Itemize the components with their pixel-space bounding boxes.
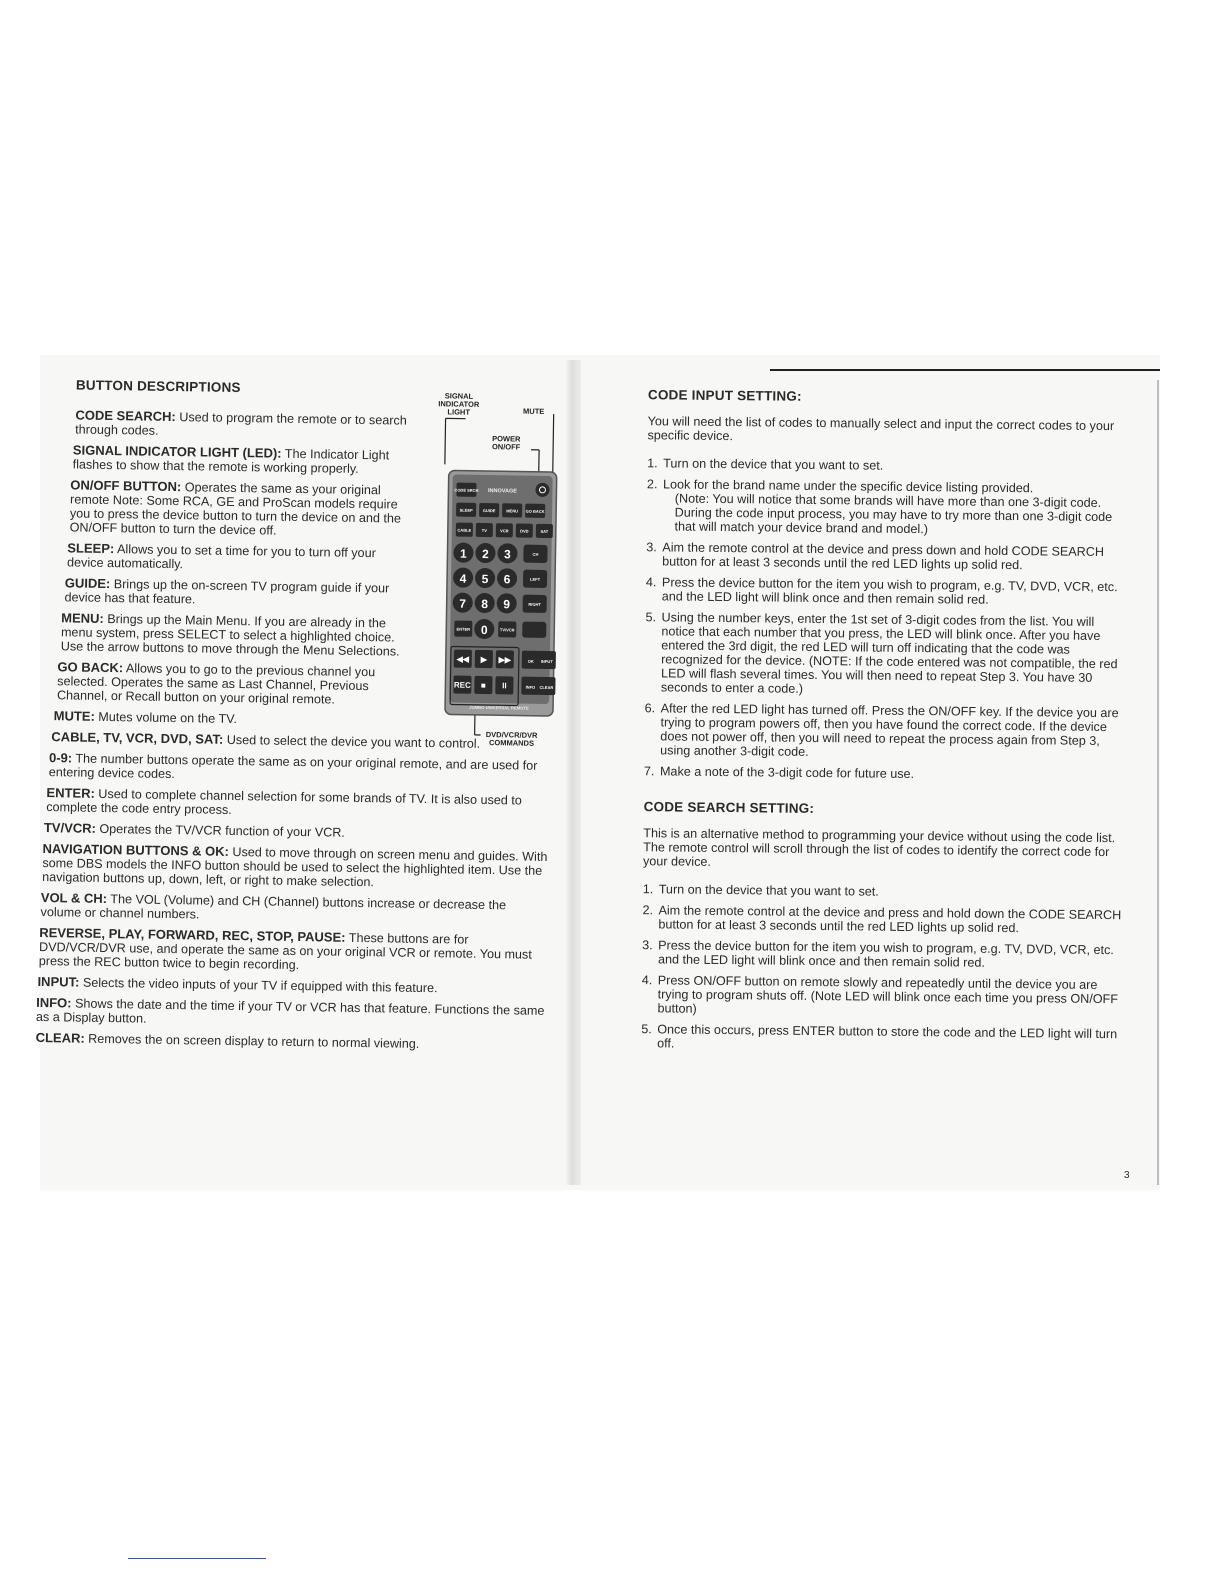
- function-key-label: MENU: [506, 508, 519, 514]
- button-term: INPUT:: [37, 973, 80, 990]
- transport-key-label: INFO: [525, 684, 536, 690]
- button-description-text: The VOL (Volume) and CH (Channel) buttons increase or decrease the volume or channel numbers.: [40, 892, 507, 922]
- code-search-intro: This is an alternative method to programming your device without using the code list. The remote control will scroll through the list of codes to identify the correct code for your device.: [642, 826, 1116, 869]
- step-item: [658, 701, 1130, 762]
- transport-key-label: II: [502, 681, 507, 691]
- right-edge-shadow: [1157, 380, 1159, 1185]
- function-key-label: GUIDE: [482, 507, 496, 514]
- button-description-item: [64, 576, 406, 609]
- button-description-item: [42, 842, 551, 892]
- button-description-text: Shows the date and the time if your TV or VCR has that feature. Functions the same as a Display button.: [35, 996, 545, 1026]
- button-term: MENU:: [61, 610, 104, 626]
- step-item: [655, 973, 1126, 1020]
- button-term: SIGNAL INDICATOR LIGHT (LED):: [72, 442, 282, 461]
- button-term: GUIDE:: [64, 575, 111, 592]
- callout-line-signal: [445, 418, 446, 464]
- code-input-intro: You will need the list of codes to manually select and input the correct codes to your specific device.: [647, 414, 1115, 444]
- callout-signal-label: SIGNAL INDICATOR LIGHT: [438, 391, 480, 417]
- button-description-text: The number buttons operate the same as on your original remote, and are used for entering device codes.: [48, 751, 538, 782]
- step-note: (Note: You will notice that some brands will have more than one 3-digit code. During the code input process, you may have to try more than one 3-digit code that will match your device brand and model.): [674, 491, 1113, 537]
- button-description-text: Allows you to set a time for you to turn off your device automatically.: [66, 542, 376, 572]
- step-text: Press ON/OFF button on remote slowly and repeatedly until the device you are trying to program shuts off. (Note LED will blink once each time you press ON/OFF button): [657, 973, 1119, 1016]
- button-description-item: [37, 975, 548, 997]
- code-input-heading: CODE INPUT SETTING:: [647, 387, 802, 404]
- step-item: [656, 938, 1127, 971]
- step-text: Aim the remote control at the device and press down and hold CODE SEARCH button for at least 3 seconds until the red LED lights up solid red.: [662, 540, 1105, 573]
- transport-key-label: ▶: [480, 654, 487, 665]
- button-description-text: These buttons are for DVD/VCR/DVR use, and operate the same as on your original VCR or remote. You must press the REC button twice to begin recording.: [38, 930, 532, 973]
- button-description-item: [75, 408, 409, 441]
- step-text: Turn on the device that you want to set.: [663, 456, 884, 473]
- button-description-item: [54, 709, 405, 729]
- step-text: Turn on the device that you want to set.: [658, 882, 879, 899]
- code-search-key-label: CODE SRCH: [454, 487, 479, 493]
- button-term: CLEAR:: [35, 1029, 85, 1046]
- button-description-text: Brings up the Main Menu. If you are already in the menu system, press SELECT to select a highlighted choice. Use the arrow buttons to move through the Menu Selections.: [60, 611, 400, 659]
- step-text: Make a note of the 3-digit code for future use.: [659, 764, 915, 782]
- button-description-text: Used to select the device you want to control.: [223, 732, 481, 751]
- device-key-label: VCR: [500, 528, 509, 534]
- page-number: 3: [1124, 1170, 1130, 1181]
- button-term: INFO:: [36, 994, 72, 1011]
- digit-key-label: 8: [481, 596, 489, 612]
- step-text: Once this occurs, press ENTER button to store the code and the LED light will turn off.: [657, 1022, 1118, 1051]
- button-description-text: Removes the on screen display to return to normal viewing.: [84, 1031, 420, 1051]
- digit-key-label: 5: [481, 571, 489, 587]
- digit-key-label: 1: [460, 546, 467, 561]
- button-description-text: Used to program the remote or to search through codes.: [75, 410, 407, 438]
- button-description-item: [36, 996, 548, 1032]
- button-description-item: [39, 926, 550, 976]
- button-description-text: Operates the same as your original remote Note: Some RCA, GE and ProScan models require you to press the device button to turn the device on and the ON/OFF button to turn the device off.: [69, 480, 402, 538]
- device-key-label: DVD: [520, 528, 529, 534]
- transport-key-label: OK: [527, 658, 534, 664]
- transport-key-label: REC: [453, 680, 471, 690]
- enter-key-label: ENTER: [456, 626, 471, 632]
- callout-line-mute: [553, 414, 554, 474]
- callout-mute-label: MUTE: [523, 406, 545, 416]
- digit-key-label: 0: [480, 622, 488, 638]
- digit-key-label: 6: [503, 572, 511, 587]
- button-description-item: [57, 660, 406, 707]
- step-item: [656, 903, 1127, 936]
- button-description-text: Used to move through on screen menu and guides. With some DBS models the INFO button should be used to select the highlighted item. Use the navigation buttons up, down, left, or right to make selection.: [42, 844, 548, 890]
- button-term: CODE SEARCH:: [75, 407, 176, 425]
- button-term: SLEEP:: [67, 540, 115, 557]
- button-description-item: [67, 541, 407, 574]
- transport-key-label: INPUT: [540, 658, 553, 665]
- button-term: GO BACK:: [57, 659, 124, 676]
- button-description-text: Selects the video inputs of your TV if equipped with this feature.: [79, 975, 438, 996]
- step-text: Look for the brand name under the specific device listing provided.: [662, 477, 1034, 496]
- button-term: ENTER:: [46, 785, 95, 801]
- top-rule: [770, 369, 1160, 371]
- step-text: After the red LED light has turned off. Press the ON/OFF key. If the device you are trying to program powers off, then you have found the correct code. If the device does not power off, then you will need to repeat the process again from Step 3, using another 3-digit code.: [660, 701, 1119, 759]
- button-term: NAVIGATION BUTTONS & OK:: [42, 841, 230, 859]
- page-fold-shadow: [565, 360, 581, 1185]
- button-description-item: [70, 478, 409, 539]
- button-term: ON/OFF BUTTON:: [70, 477, 182, 495]
- code-search-steps: [621, 882, 1128, 1055]
- nav-key-label: CH: [532, 551, 539, 557]
- tv-vcr-key-label: TV/VCR: [499, 627, 515, 633]
- button-description-item: [36, 1031, 548, 1053]
- remote-illustration: [416, 392, 562, 762]
- remote-model-label: JUMBO UNIVERSAL REMOTE: [469, 704, 529, 711]
- button-description-item: [46, 786, 551, 822]
- device-key-label: CABLE: [457, 527, 472, 533]
- button-term: TV/VCR:: [43, 820, 97, 836]
- step-text: Press the device button for the item you wish to program, e.g. TV, DVD, VCR, etc. and the LED light will blink once and then remain solid red.: [657, 938, 1114, 970]
- button-description-item: [61, 611, 407, 658]
- step-item: [660, 477, 1132, 538]
- step-text: Using the number keys, enter the 1st set of 3-digit codes from the list. You will notice that each number that you press, the LED will blink once. After you have entered the 3rd digit, the red LED will turn off indicating that the code was recognized for the device. (NOTE: If the code entered was not compatible, the red LED will flash several times. You will then need to repeat Step 3. You have 30 seconds to enter a code.): [660, 610, 1118, 696]
- device-key-label: TV: [481, 527, 487, 534]
- button-description-text: Mutes volume on the TV.: [94, 709, 238, 727]
- transport-key-label: ■: [480, 680, 486, 691]
- transport-key-label: CLEAR: [539, 684, 554, 691]
- button-description-item: [73, 443, 409, 476]
- right-page: [621, 388, 1133, 1077]
- step-text: Press the device button for the item you wish to program, e.g. TV, DVD, VCR, etc. and the LED light will blink once and then remain solid red.: [661, 575, 1118, 607]
- button-description-text: Operates the TV/VCR function of your VCR.: [95, 821, 345, 840]
- step-item: [660, 540, 1131, 573]
- step-text: Aim the remote control at the device and press and hold down the CODE SEARCH button for at least 3 seconds until the red LED lights up solid red.: [658, 903, 1122, 936]
- digit-key-label: 4: [459, 571, 467, 586]
- button-term: 0-9:: [48, 750, 73, 766]
- nav-key-label: LEFT: [530, 576, 541, 582]
- section-heading: BUTTON DESCRIPTIONS: [75, 377, 241, 396]
- digit-key-label: 2: [482, 546, 489, 562]
- button-term: REVERSE, PLAY, FORWARD, REC, STOP, PAUSE:: [39, 924, 346, 945]
- button-description-text: Brings up the on-screen TV program guide if your device has that feature.: [64, 577, 390, 607]
- step-item: [659, 610, 1131, 699]
- digit-key-label: 3: [504, 547, 511, 562]
- function-key-label: SLEEP: [459, 507, 473, 513]
- callout-dvd-label: DVD/VCR/DVR COMMANDS: [485, 730, 538, 748]
- button-term: MUTE:: [53, 708, 95, 724]
- button-term: VOL & CH:: [40, 889, 108, 907]
- button-description-item: [44, 821, 551, 843]
- step-item: [658, 764, 1129, 783]
- button-description-item: [41, 891, 550, 927]
- step-item: [660, 575, 1131, 608]
- device-key-label: SAT: [540, 528, 549, 534]
- button-description-text: Used to complete channel selection for some brands of TV. It is also used to complete the code entry process.: [46, 786, 522, 817]
- step-item: [657, 882, 1128, 901]
- remote-brand-logo: INNOVAGE: [487, 488, 517, 495]
- digit-key-label: 9: [503, 597, 511, 612]
- step-item: [655, 1022, 1126, 1055]
- footer-link-line: [128, 1558, 266, 1559]
- digit-key-label: 7: [459, 596, 467, 611]
- code-input-steps: [624, 456, 1132, 783]
- function-key-label: GO BACK: [525, 508, 545, 514]
- callout-power-label: POWER ON/OFF: [491, 434, 521, 452]
- code-search-heading: CODE SEARCH SETTING:: [643, 799, 815, 816]
- step-item: [661, 456, 1132, 475]
- nav-key: [522, 622, 546, 638]
- button-term: CABLE, TV, VCR, DVD, SAT:: [51, 729, 224, 747]
- transport-key-label: ◀◀: [456, 654, 470, 664]
- transport-key-label: ▶▶: [498, 655, 512, 665]
- nav-key-label: RIGHT: [528, 601, 541, 607]
- button-description-text: The Indicator Light flashes to show that the remote is working properly.: [72, 446, 390, 476]
- button-description-text: Allows you to go to the previous channel you selected. Operates the same as Last Channel, Previous Channel, or Recall button on your original remote.: [56, 661, 376, 707]
